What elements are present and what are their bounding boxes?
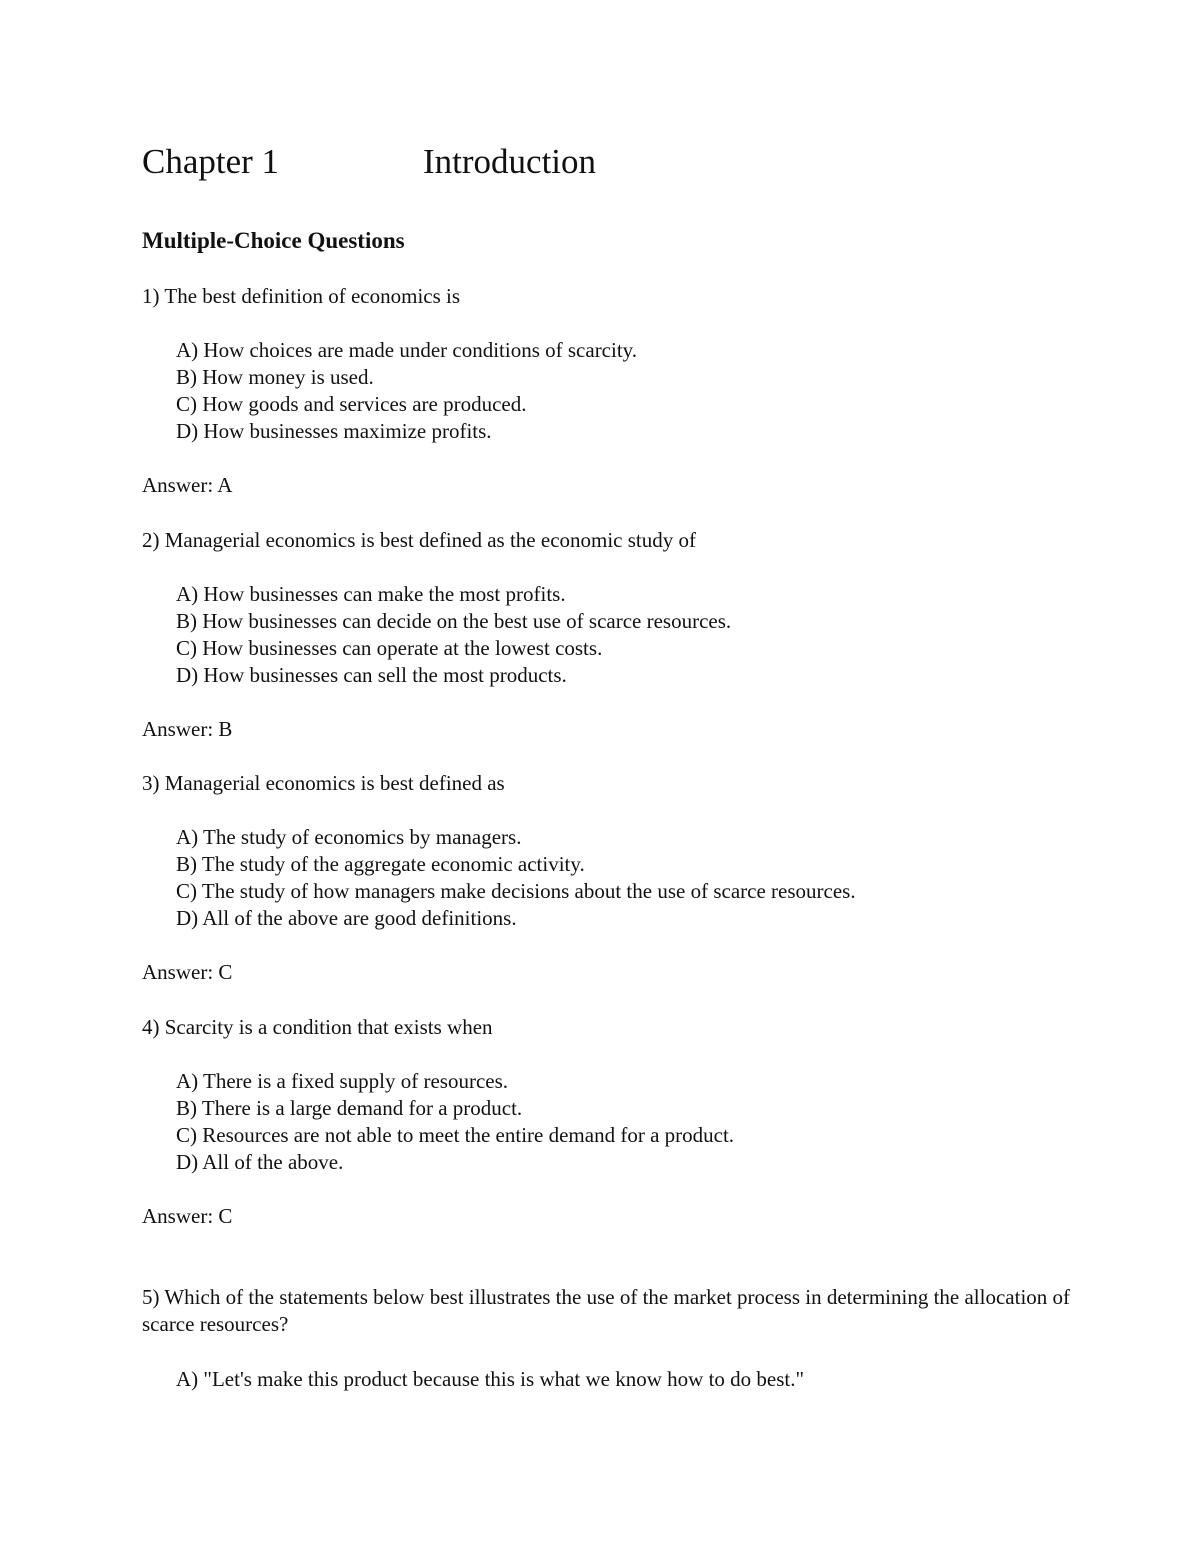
question-2-stem: 2) Managerial economics is best defined as the economic study of [142, 528, 696, 552]
section-title: Multiple-Choice Questions [142, 228, 405, 253]
question-2-option-c: C) How businesses can operate at the lowest costs. [176, 636, 603, 660]
question-3-option-c: C) The study of how managers make decisions about the use of scarce resources. [176, 879, 856, 903]
question-2-option-b: B) How businesses can decide on the best use of scarce resources. [176, 609, 732, 633]
question-4-option-c: C) Resources are not able to meet the entire demand for a product. [176, 1123, 735, 1147]
question-3-option-a: A) The study of economics by managers. [176, 825, 522, 849]
question-2-answer: Answer: B [142, 717, 233, 741]
question-3-option-d: D) All of the above are good definitions. [176, 906, 517, 930]
question-4-option-b: B) There is a large demand for a product. [176, 1096, 523, 1120]
question-1-stem: 1) The best definition of economics is [142, 284, 461, 308]
question-5-option-a: A) "Let's make this product because this is what we know how to do best." [176, 1367, 805, 1391]
question-5-stem: 5) Which of the statements below best illustrates the use of the market process in determining the allocation of scarce resources? [142, 1285, 1071, 1336]
question-1-option-d: D) How businesses maximize profits. [176, 419, 492, 443]
question-3-option-b: B) The study of the aggregate economic activity. [176, 852, 585, 876]
question-4-answer: Answer: C [142, 1204, 233, 1228]
chapter-title: Introduction [423, 142, 597, 181]
question-1-option-c: C) How goods and services are produced. [176, 392, 527, 416]
question-4-option-d: D) All of the above. [176, 1150, 344, 1174]
question-1-option-a: A) How choices are made under conditions of scarcity. [176, 338, 638, 362]
question-2-option-a: A) How businesses can make the most profits. [176, 582, 566, 606]
question-4-option-a: A) There is a fixed supply of resources. [176, 1069, 509, 1093]
question-1-answer: Answer: A [142, 473, 233, 497]
question-4-stem: 4) Scarcity is a condition that exists when [142, 1015, 493, 1039]
question-2-option-d: D) How businesses can sell the most products. [176, 663, 567, 687]
question-3-answer: Answer: C [142, 960, 233, 984]
question-1-option-b: B) How money is used. [176, 365, 374, 389]
chapter-label: Chapter 1 [142, 142, 280, 181]
question-3-stem: 3) Managerial economics is best defined as [142, 771, 505, 795]
